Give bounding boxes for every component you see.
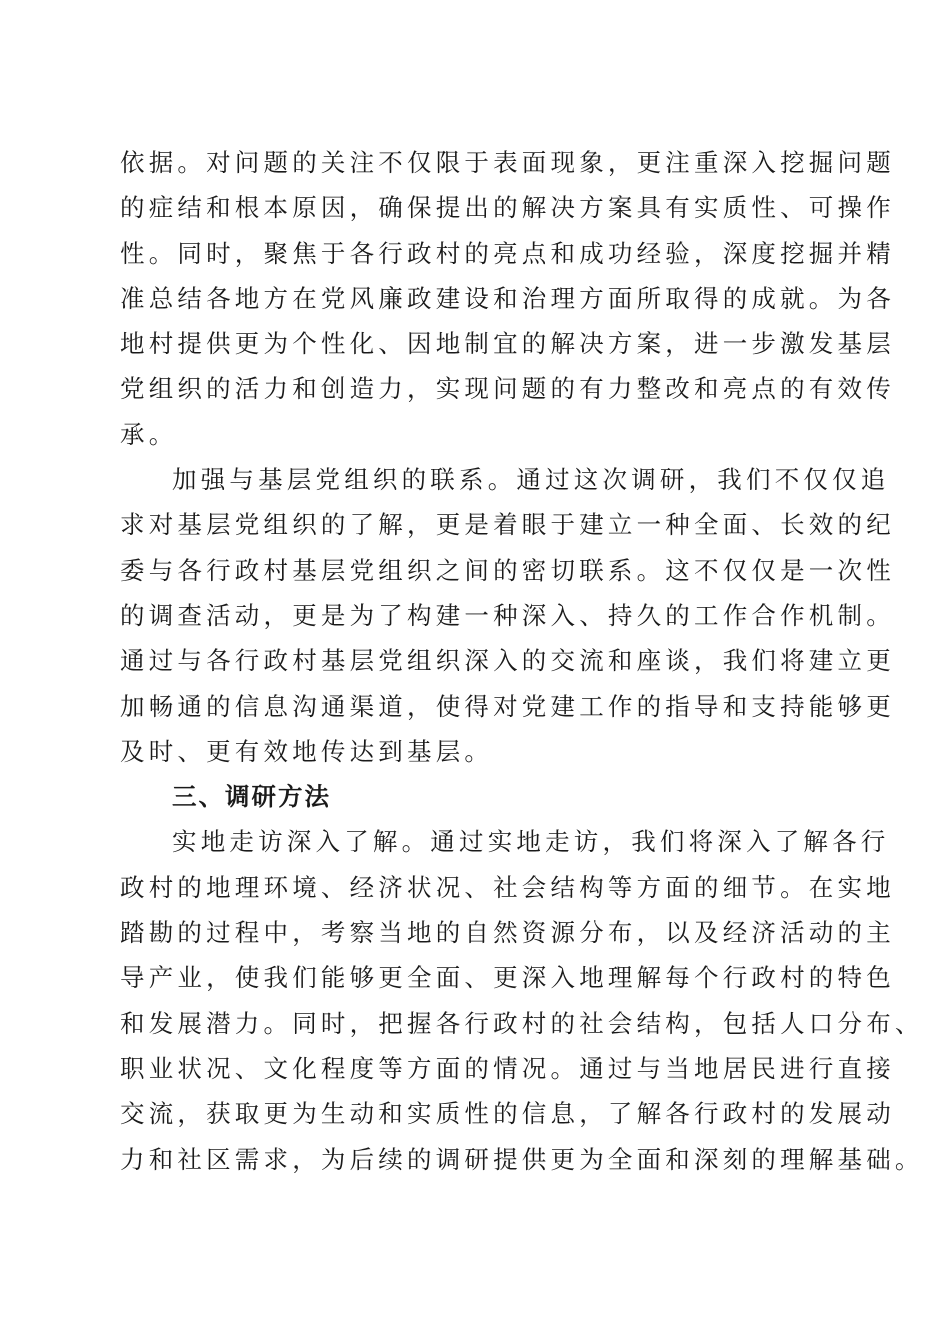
paragraph-line: 交流，获取更为生动和实质性的信息，了解各行政村的发展动 [120, 1099, 895, 1129]
paragraph-line: 导产业，使我们能够更全面、更深入地理解每个行政村的特色 [120, 963, 895, 993]
paragraph-line: 加畅通的信息沟通渠道，使得对党建工作的指导和支持能够更 [120, 691, 895, 721]
paragraph-line: 党组织的活力和创造力，实现问题的有力整改和亮点的有效传 [120, 374, 895, 404]
paragraph-line: 通过与各行政村基层党组织深入的交流和座谈，我们将建立更 [120, 646, 895, 676]
paragraph-line: 的症结和根本原因，确保提出的解决方案具有实质性、可操作 [120, 193, 895, 223]
paragraph-1 [120, 140, 895, 457]
paragraph-line: 力和社区需求，为后续的调研提供更为全面和深刻的理解基础。 [120, 1144, 924, 1174]
paragraph-line: 准总结各地方在党风廉政建设和治理方面所取得的成就。为各 [120, 283, 895, 313]
paragraph-line: 加强与基层党组织的联系。通过这次调研，我们不仅仅追 [172, 465, 890, 495]
paragraph-line: 地村提供更为个性化、因地制宜的解决方案，进一步激发基层 [120, 329, 895, 359]
paragraph-line: 踏勘的过程中，考察当地的自然资源分布，以及经济活动的主 [120, 918, 895, 948]
paragraph-2 [120, 457, 895, 774]
paragraph-line: 的调查活动，更是为了构建一种深入、持久的工作合作机制。 [120, 600, 895, 630]
paragraph-line: 求对基层党组织的了解，更是着眼于建立一种全面、长效的纪 [120, 510, 895, 540]
paragraph-line: 和发展潜力。同时，把握各行政村的社会结构，包括人口分布、 [120, 1008, 924, 1038]
paragraph-line: 依据。对问题的关注不仅限于表面现象，更注重深入挖掘问题 [120, 148, 895, 177]
paragraph-line: 政村的地理环境、经济状况、社会结构等方面的细节。在实地 [120, 872, 895, 902]
paragraph-line: 承。 [120, 419, 178, 449]
paragraph-3 [120, 819, 924, 1181]
document-body [120, 140, 924, 1182]
paragraph-line: 实地走访深入了解。通过实地走访，我们将深入了解各行 [172, 827, 890, 857]
paragraph-line: 职业状况、文化程度等方面的情况。通过与当地居民进行直接 [120, 1053, 895, 1083]
paragraph-line: 及时、更有效地传达到基层。 [120, 736, 494, 766]
section-heading: 三、调研方法 [172, 782, 331, 812]
paragraph-line: 委与各行政村基层党组织之间的密切联系。这不仅仅是一次性 [120, 555, 895, 585]
paragraph-line: 性。同时，聚焦于各行政村的亮点和成功经验，深度挖掘并精 [120, 238, 895, 268]
section-heading-block [120, 774, 832, 819]
